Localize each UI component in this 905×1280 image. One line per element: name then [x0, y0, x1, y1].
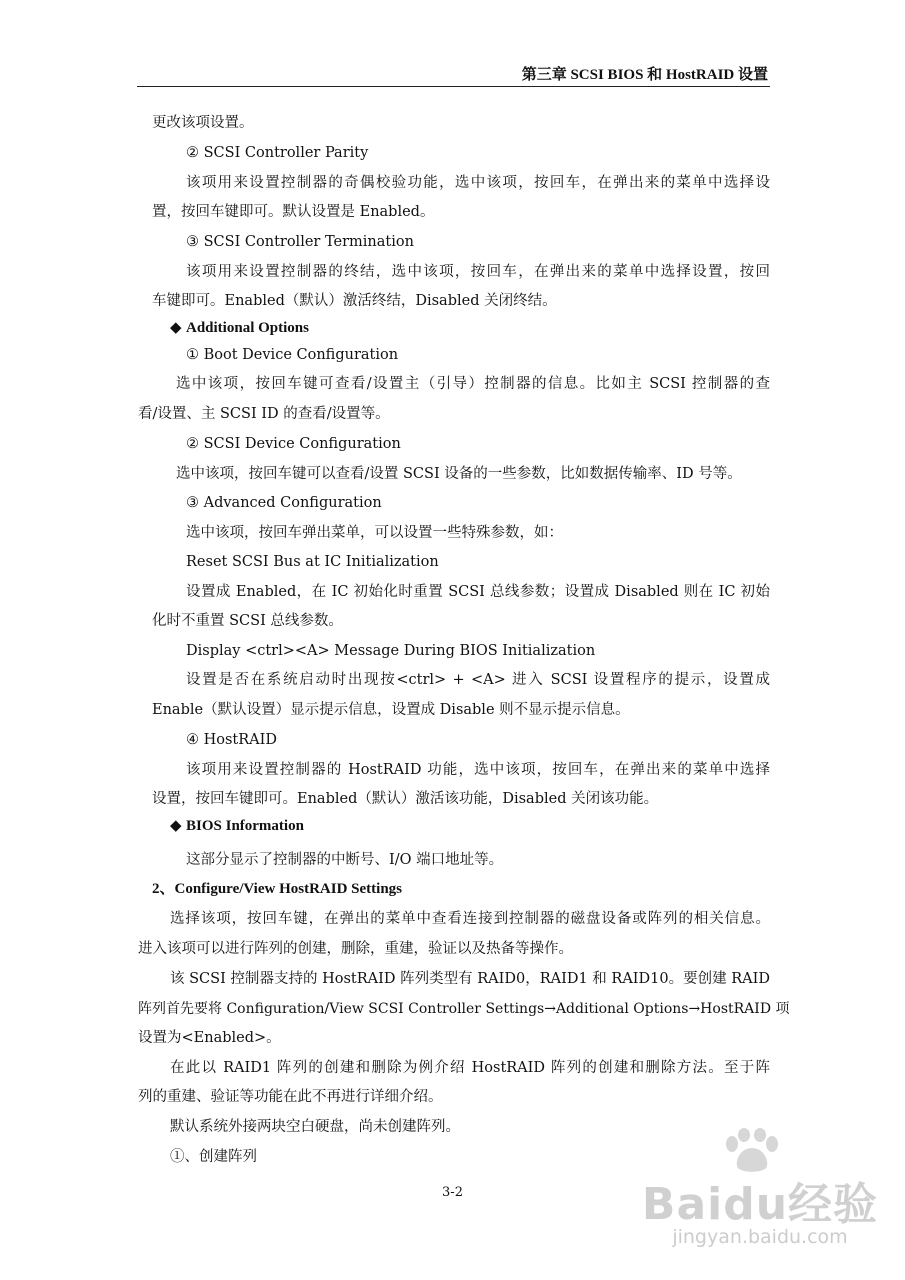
- subheading-boot-device: ① Boot Device Configuration: [186, 347, 399, 363]
- text-line: 选择该项，按回车键，在弹出的菜单中查看连接到控制器的磁盘设备或阵列的相关信息。: [170, 911, 770, 927]
- text-line: 化时不重置 SCSI 总线参数。: [152, 613, 343, 629]
- baidu-jingyan-watermark: [640, 1128, 880, 1263]
- text-line: 看/设置、主 SCSI ID 的查看/设置等。: [138, 406, 390, 422]
- section-heading-additional-options: ◆ Additional Options: [170, 320, 309, 336]
- text-line: 该项用来设置控制器的奇偶校验功能，选中该项，按回车，在弹出来的菜单中选择设: [186, 175, 770, 191]
- text-line: Enable（默认设置）显示提示信息，设置成 Disable 则不显示提示信息。: [152, 702, 630, 718]
- text-line: 设置为<Enabled>。: [138, 1030, 281, 1046]
- text-line: 更改该项设置。: [152, 115, 254, 131]
- option-name-display-message: Display <ctrl><A> Message During BIOS Initialization: [186, 643, 596, 659]
- option-name-reset-bus: Reset SCSI Bus at IC Initialization: [186, 554, 439, 570]
- subheading-advanced-config: ③ Advanced Configuration: [186, 495, 382, 511]
- text-line: 该 SCSI 控制器支持的 HostRAID 阵列类型有 RAID0，RAID1 和 RAID10。要创建 RAID: [170, 971, 770, 987]
- watermark-url: jingyan.baidu.com: [672, 1226, 848, 1248]
- text-line: 进入该项可以进行阵列的创建，删除，重建，验证以及热备等操作。: [138, 941, 573, 957]
- subheading-controller-termination: ③ SCSI Controller Termination: [186, 234, 414, 250]
- watermark-logo-text: Baidu经验: [641, 1179, 879, 1230]
- text-line: 设置，按回车键即可。Enabled（默认）激活该功能，Disabled 关闭该功能。: [152, 791, 659, 807]
- text-line: 车键即可。Enabled（默认）激活终结，Disabled 关闭终结。: [152, 293, 557, 309]
- baidu-paw-icon: [722, 1128, 782, 1172]
- diamond-bullet-icon: ◆: [170, 818, 182, 834]
- page-number: 3-2: [442, 1185, 463, 1200]
- text-line: 列的重建、验证等功能在此不再进行详细介绍。: [138, 1089, 443, 1105]
- section-heading-bios-information: ◆ BIOS Information: [170, 818, 304, 834]
- text-line: 选中该项，按回车键可查看/设置主（引导）控制器的信息。比如主 SCSI 控制器的查: [176, 376, 770, 392]
- section-heading-hostraid-settings: 2、Configure/View HostRAID Settings: [152, 881, 402, 897]
- text-line: 设置成 Enabled，在 IC 初始化时重置 SCSI 总线参数；设置成 Disabled 则在 IC 初始: [186, 584, 770, 600]
- text-line: 该项用来设置控制器的终结，选中该项，按回车，在弹出来的菜单中选择设置，按回: [186, 264, 770, 280]
- text-line: 设置是否在系统启动时出现按<ctrl> + <A> 进入 SCSI 设置程序的提示，设置成: [186, 672, 770, 688]
- subheading-create-array: ①、创建阵列: [170, 1149, 257, 1165]
- subheading-hostraid: ④ HostRAID: [186, 732, 277, 748]
- header-divider: [137, 86, 770, 87]
- subheading-controller-parity: ② SCSI Controller Parity: [186, 145, 369, 161]
- text-line: 置，按回车键即可。默认设置是 Enabled。: [152, 204, 435, 220]
- text-line: 在此以 RAID1 阵列的创建和删除为例介绍 HostRAID 阵列的创建和删除方法。至于阵: [170, 1060, 770, 1076]
- diamond-bullet-icon: ◆: [170, 320, 182, 336]
- text-line: 阵列首先要将 Configuration/View SCSI Controller Settings→Additional Options→HostRAID 项: [138, 1001, 790, 1017]
- text-line: 该项用来设置控制器的 HostRAID 功能，选中该项，按回车，在弹出来的菜单中选择: [186, 762, 770, 778]
- text-line: 选中该项，按回车弹出菜单，可以设置一些特殊参数，如：: [186, 525, 563, 541]
- text-line: 选中该项，按回车键可以查看/设置 SCSI 设备的一些参数，比如数据传输率、ID 号等。: [176, 466, 742, 482]
- chapter-header-title: 第三章 SCSI BIOS 和 HostRAID 设置: [521, 67, 768, 83]
- text-line: 默认系统外接两块空白硬盘，尚未创建阵列。: [170, 1119, 460, 1135]
- subheading-scsi-device: ② SCSI Device Configuration: [186, 436, 401, 452]
- text-line: 这部分显示了控制器的中断号、I/O 端口地址等。: [186, 852, 504, 868]
